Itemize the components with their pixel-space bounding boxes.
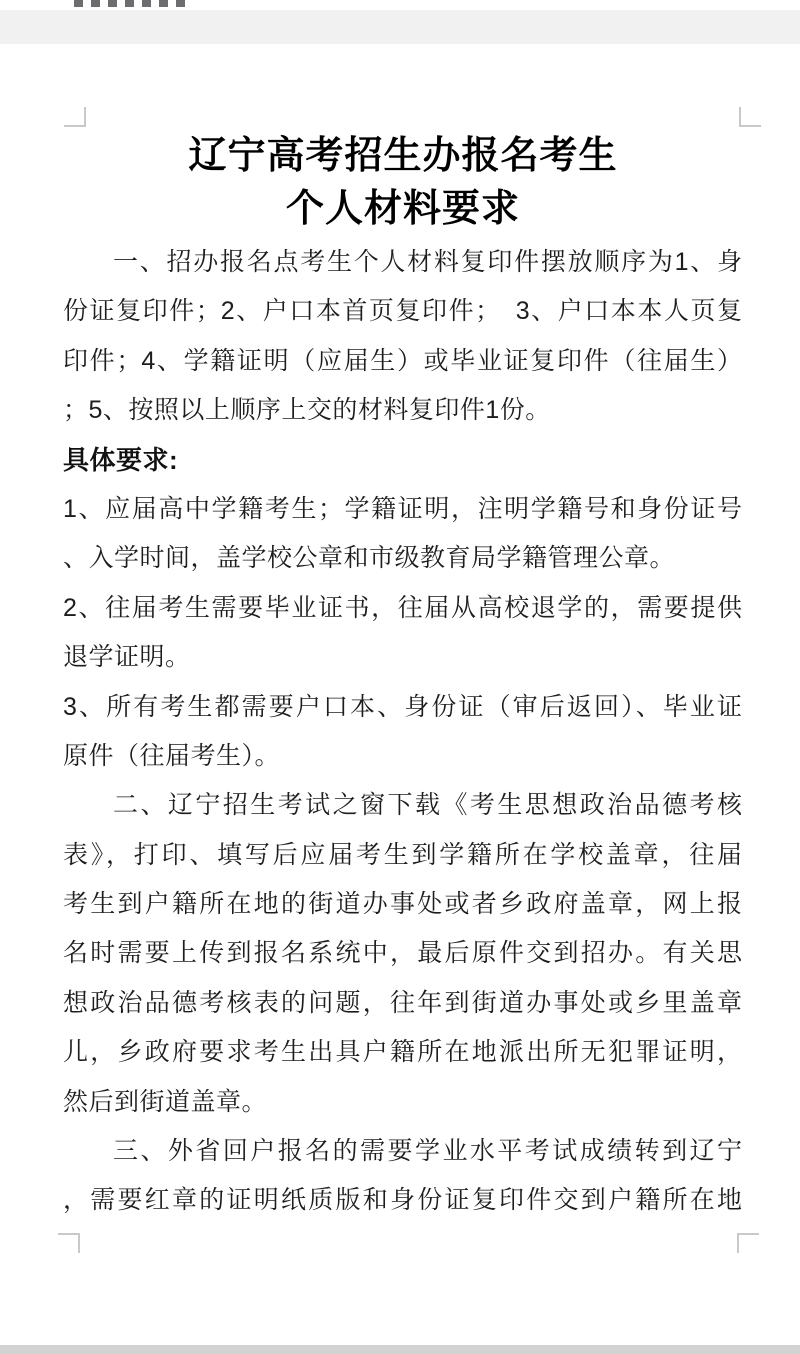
body-line: 儿，乡政府要求考生出具户籍所在地派出所无犯罪证明， <box>63 1038 742 1067</box>
title-line-2: 个人材料要求 <box>285 188 520 230</box>
title-line-1: 辽宁高考招生办报名考生 <box>188 135 618 177</box>
document-body <box>63 238 742 1226</box>
body-line: 然后到街道盖章。 <box>63 1087 268 1116</box>
bottom-gray-bar <box>0 1345 800 1354</box>
page-margin-mark-bottom-right <box>737 1233 759 1253</box>
body-line: 一、招办报名点考生个人材料复印件摆放顺序为1、身 <box>113 248 742 276</box>
page-margin-mark-top-left <box>64 107 86 127</box>
body-line: ，需要红章的证明纸质版和身份证复印件交到户籍所在地 <box>63 1186 742 1215</box>
body-line: 表》，打印、填写后应届考生到学籍所在学校盖章，往届 <box>63 840 742 869</box>
body-line: 份证复印件；2、户口本首页复印件； 3、户口本本人页复 <box>63 297 742 326</box>
body-line: 原件（往届考生）。 <box>63 741 281 770</box>
body-line: 印件；4、学籍证明（应届生）或毕业证复印件（往届生） <box>63 346 742 375</box>
section-heading: 具体要求: <box>63 444 179 475</box>
document-title <box>64 130 742 236</box>
body-line: 名时需要上传到报名系统中，最后原件交到招办。有关思 <box>63 939 742 968</box>
page-margin-mark-bottom-left <box>58 1233 80 1253</box>
body-line: 二、辽宁招生考试之窗下载《考生思想政治品德考核 <box>113 791 742 820</box>
cropped-text-fragment <box>74 0 192 7</box>
body-line: 想政治品德考核表的问题，往年到街道办事处或乡里盖章 <box>63 988 742 1017</box>
body-line: 3、所有考生都需要户口本、身份证（审后返回）、毕业证 <box>63 692 742 721</box>
body-line: 退学证明。 <box>63 643 191 672</box>
body-line: 考生到户籍所在地的街道办事处或者乡政府盖章，网上报 <box>63 890 742 919</box>
top-gray-band <box>0 10 800 44</box>
body-line: 、入学时间，盖学校公章和市级教育局学籍管理公章。 <box>63 544 676 573</box>
body-line: 1、应届高中学籍考生；学籍证明，注明学籍号和身份证号 <box>63 494 742 523</box>
body-line: 2、往届考生需要毕业证书，往届从高校退学的，需要提供 <box>63 593 742 622</box>
body-line: ；5、按照以上顺序上交的材料复印件1份。 <box>63 396 551 425</box>
page-margin-mark-top-right <box>739 107 761 127</box>
top-strip <box>0 0 800 10</box>
body-line: 三、外省回户报名的需要学业水平考试成绩转到辽宁 <box>113 1137 742 1166</box>
